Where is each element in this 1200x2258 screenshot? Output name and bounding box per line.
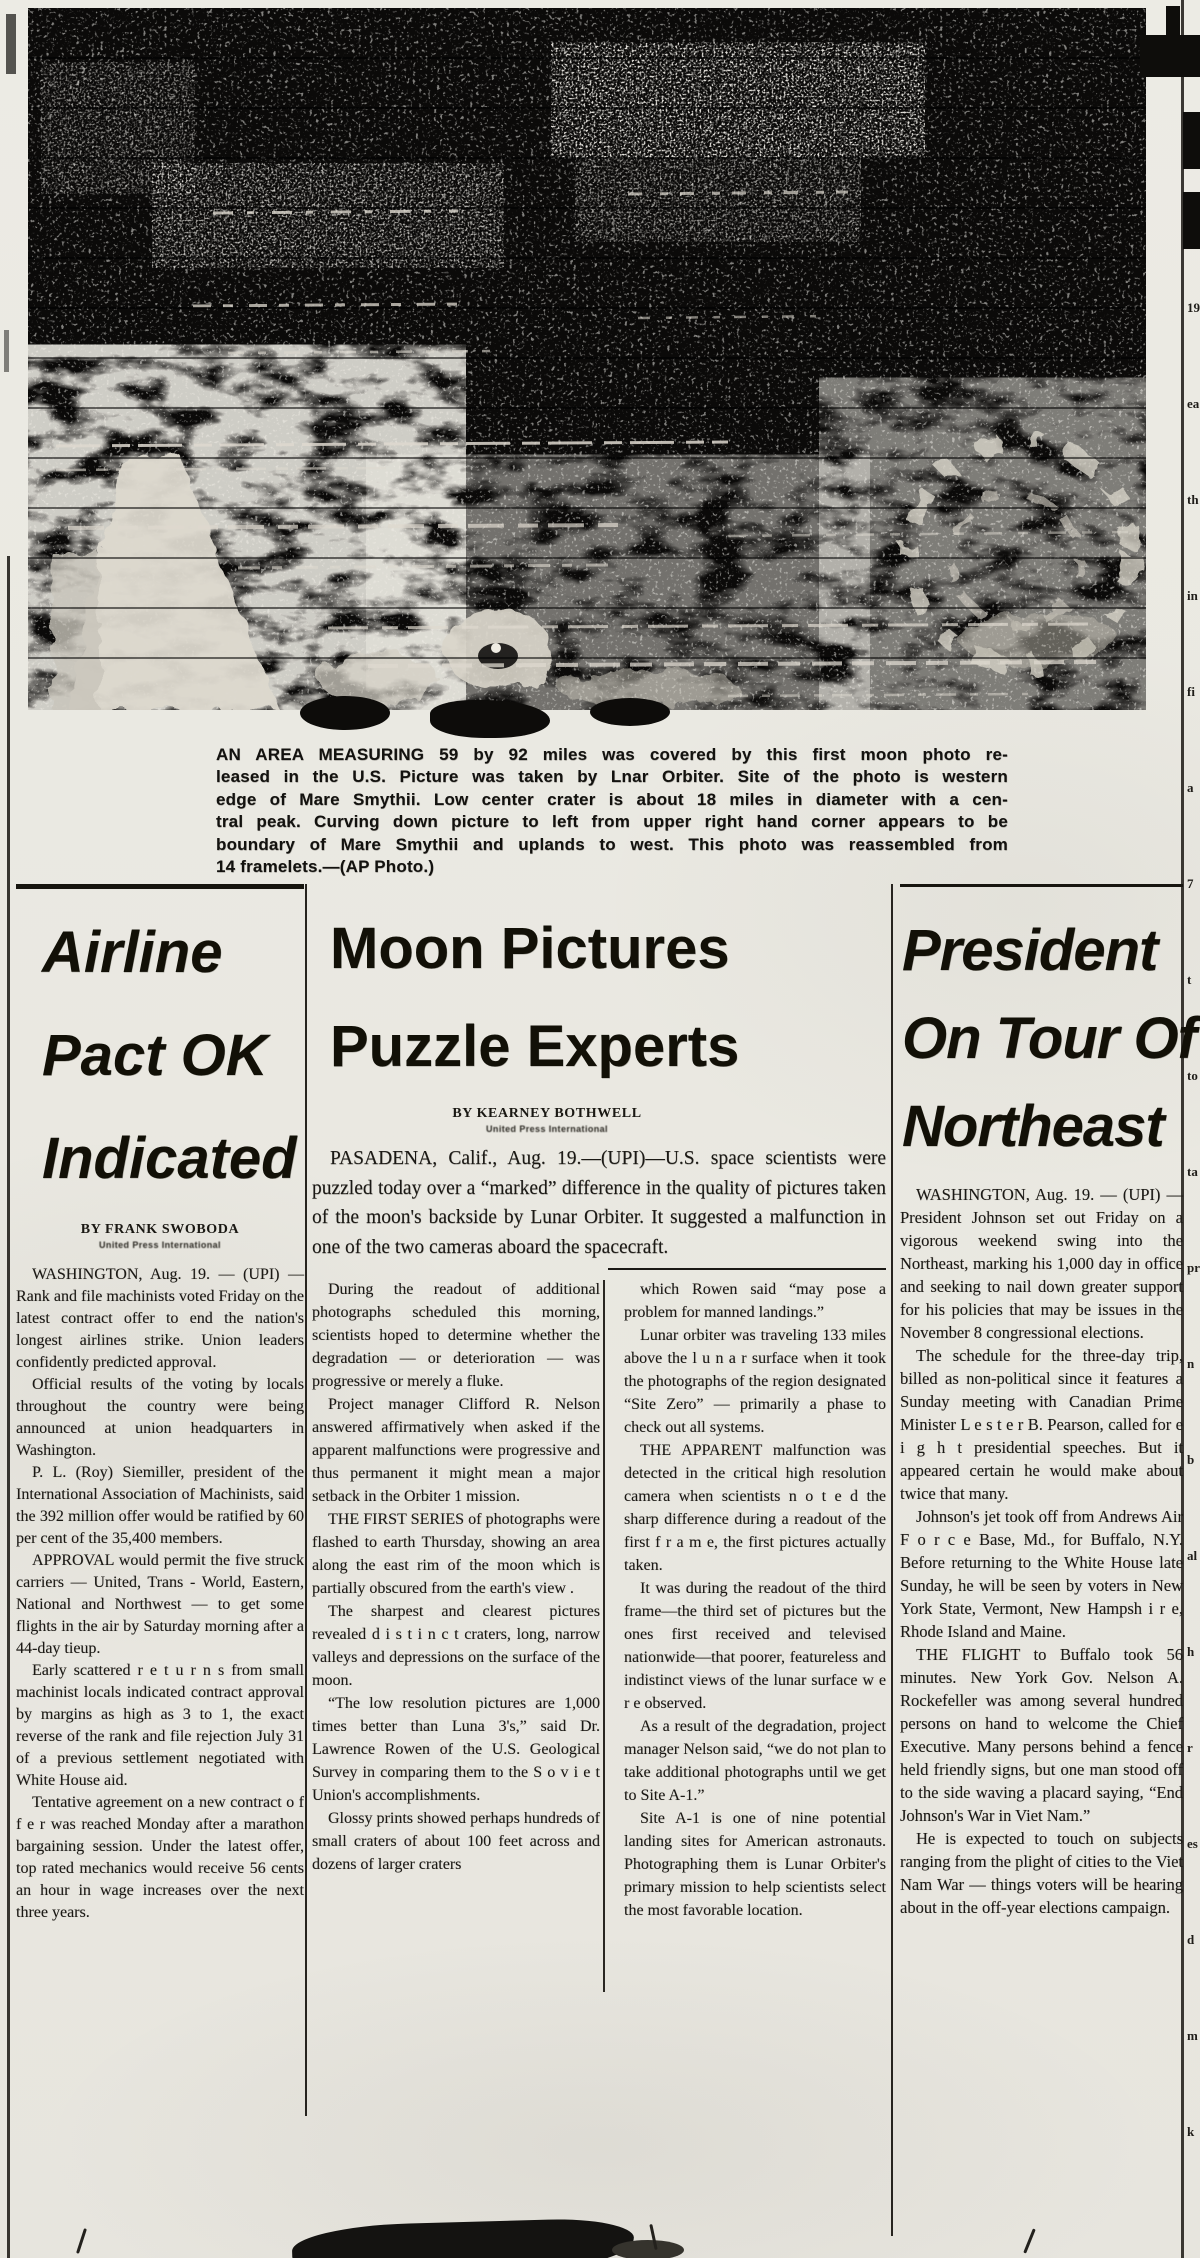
article-president-tour: [900, 884, 1196, 1919]
headline-line: Moon Pictures: [330, 916, 730, 981]
paragraph: The sharpest and clearest pictures revealed d i s t i n c t craters, long, narrow valleys and depressions on the surface of the moon.: [312, 1603, 600, 1689]
paragraph: Johnson's jet took off from Andrews Air F o r c e Base, Md., for Buffalo, N.Y. Before returning to the White House late Sunday, he will be seen by voters in New York State, Vermont, New Hampsh i r e, Rhode Island and Maine.: [900, 1507, 1183, 1641]
moon-agency: United Press International: [486, 1124, 608, 1134]
article-airline-pact: [16, 884, 304, 1924]
caption-line: AN AREA MEASURING 59 by 92 miles was covered by this first moon photo re-: [216, 745, 1008, 764]
airline-body: [16, 1264, 304, 1924]
ink-mark: [1023, 2228, 1036, 2253]
moon-headline: [330, 900, 886, 1096]
airline-headline: [42, 901, 304, 1210]
cutoff-bottom-element: [291, 2217, 634, 2258]
paragraph: Glossy prints showed perhaps hundreds of small craters of about 100 feet across and dozens of larger craters: [312, 1810, 600, 1873]
scan-smudge: [4, 330, 9, 372]
paragraph: THE APPARENT malfunction was detected in the critical high resolution camera when scientists n o t e d the sharp difference during a readout of the first f r a m e, the first pictures actually taken.: [624, 1442, 886, 1574]
headline-line: Puzzle Experts: [330, 1014, 740, 1079]
paragraph: It was during the readout of the third frame—the third set of pictures but the ones first received and televised nationwide—that poorer, featureless and indistinct views of the lunar surface w e r e observed.: [624, 1580, 886, 1712]
paragraph: The schedule for the three-day trip, billed as non-political since it features a Sunday meeting with Canadian Prime Minister L e s t e r B. Pearson, called for e i g h t presidential speeches. But it appeared certain he would make about twice that many.: [900, 1346, 1183, 1503]
scan-edge-line: [7, 556, 10, 2258]
scan-smudge: [6, 14, 16, 74]
cutoff-glyph: [1166, 6, 1180, 72]
paragraph: WASHINGTON, Aug. 19. — (UPI) — President Johnson set out Friday on a vigorous weekend swing into the Northeast, marking his 1,000 day in office and seeking to nail down greater support for his policies that may be issues in the November 8 congressional elections.: [900, 1185, 1183, 1342]
cutoff-glyph: [1183, 192, 1200, 249]
photo-caption: [216, 744, 1008, 878]
cutoff-bottom-element: [612, 2240, 684, 2258]
paragraph: APPROVAL would permit the five struck carriers — United, Trans - World, Eastern, National and Northwest — to get some flights in the air by Saturday morning after a 44-day tieup.: [16, 1552, 304, 1657]
airline-agency: United Press International: [99, 1240, 221, 1250]
headline-line: On Tour Of: [902, 1006, 1196, 1071]
moon-subcolumn-1: [312, 1278, 600, 1922]
paragraph: THE FIRST SERIES of photographs were flashed to earth Thursday, showing an area along the east rim of the moon which is partially obscured from the earth's view .: [312, 1511, 600, 1597]
paragraph: During the readout of additional photographs scheduled this morning, scientists hoped to determine whether the degradation — or deterioration — was progressive or merely a fluke.: [312, 1281, 600, 1390]
column-rule: [305, 884, 307, 2116]
paragraph: As a result of the degradation, project manager Nelson said, “we do not plan to take additional photographs until we get to Site A-1.”: [624, 1718, 886, 1804]
paragraph: He is expected to touch on subjects ranging from the plight of cities to the Viet Nam War — things voters will be hearing about in the off-year elections campaign.: [900, 1829, 1183, 1917]
headline-line: Pact OK: [42, 1023, 268, 1088]
headline-line: Indicated: [42, 1126, 297, 1191]
moon-subcolumns: [312, 1278, 886, 1922]
moon-byline: BY KEARNEY BOTHWELL: [452, 1106, 642, 1121]
article-moon-pictures: [312, 884, 886, 1922]
paragraph: Official results of the voting by locals throughout the country were being announced at union headquarters in Washington.: [16, 1376, 304, 1459]
paragraph: WASHINGTON, Aug. 19. — (UPI) — Rank and file machinists voted Friday on the latest contract offer to end the nation's longest airlines strike. Union leaders confidently predicted approval.: [16, 1266, 304, 1371]
headline-line: Airline: [42, 920, 223, 985]
headline-line: Northeast: [902, 1094, 1164, 1159]
caption-line: 14 framelets.—(AP Photo.): [216, 857, 435, 877]
photo-fringe: [300, 696, 390, 730]
paragraph: “The low resolution pictures are 1,000 times better than Luna 3's,” said Dr. Lawrence Rowen of the U.S. Geological Survey in comparing them to the S o v i e t Union's accomplishments.: [312, 1695, 600, 1804]
cutoff-glyph: [1183, 112, 1200, 169]
airline-byline: BY FRANK SWOBODA: [80, 1222, 240, 1237]
paragraph: Lunar orbiter was traveling 133 miles above the l u n a r surface when it took the photographs of the region designated “Site Zero” — primarily a phase to check out all systems.: [624, 1327, 886, 1436]
moon-subcolumn-2: [624, 1278, 886, 1922]
column-rule: [891, 884, 893, 2236]
caption-line: edge of Mare Smythii. Low center crater is about 18 miles in diameter with a cen-: [216, 789, 1008, 809]
paragraph: Early scattered r e t u r n s from small machinist locals indicated contract approval by margins as high as 3 to 1, the exact reverse of the rank and file rejection July 31 of a previous settlement negotiated with White House aid.: [16, 1662, 304, 1789]
paragraph: Project manager Clifford R. Nelson answered affirmatively when asked if the apparent malfunctions were progressive and thus permanent it might mean a major setback in the Orbiter 1 mission.: [312, 1396, 600, 1505]
paragraph: which Rowen said “may pose a problem for manned landings.”: [624, 1281, 886, 1321]
caption-line: leased in the U.S. Picture was taken by Lnar Orbiter. Site of the photo is western: [216, 767, 1008, 787]
ink-mark: [76, 2228, 87, 2254]
photo-fringe: [590, 698, 670, 726]
paragraph: Tentative agreement on a new contract o f f e r was reached Monday after a marathon bargaining session. Under the latest offer, top rated mechanics would receive 56 cents an hour in wage increases over the next three years.: [16, 1794, 304, 1921]
moon-lede: PASADENA, Calif., Aug. 19.—(UPI)—U.S. space scientists were puzzled today over a “marked” difference in the quality of pictures taken of the moon's backside by Lunar Orbiter. It suggested a malfunction in one of the two cameras aboard the spacecraft.: [312, 1148, 886, 1258]
moon-photo: [28, 8, 1146, 710]
president-headline: [902, 907, 1196, 1171]
paragraph: P. L. (Roy) Siemiller, president of the International Association of Machinists, said the 392 million offer would be ratified by 60 per cent of the 35,400 members.: [16, 1464, 304, 1547]
lede-rule: [608, 1268, 886, 1270]
subcolumn-rule: [603, 1280, 605, 1992]
caption-line: boundary of Mare Smythii and uplands to west. This photo was reassembled from: [216, 834, 1008, 854]
headline-line: President: [902, 918, 1158, 983]
edge-fragments: 19 ea th in fi a 7 t to ta pr n b al h r es d m k: [1187, 300, 1200, 2139]
caption-line: tral peak. Curving down picture to left from upper right hand corner appears to be: [216, 812, 1008, 832]
paragraph: THE FLIGHT to Buffalo took 56 minutes. New York Gov. Nelson A. Rockefeller was among several hundred persons on hand to welcome the Chief Executive. Many persons behind a fence held friendly signs, but one man stood off to the side waving a placard saying, “End Johnson's War in Viet Nam.”: [900, 1645, 1183, 1825]
president-body: [900, 1183, 1183, 1919]
photo-fringe: [430, 700, 550, 738]
paragraph: Site A-1 is one of nine potential landing sites for American astronauts. Photographing them is Lunar Orbiter's primary mission to help scientists select the most favorable location.: [624, 1810, 886, 1919]
